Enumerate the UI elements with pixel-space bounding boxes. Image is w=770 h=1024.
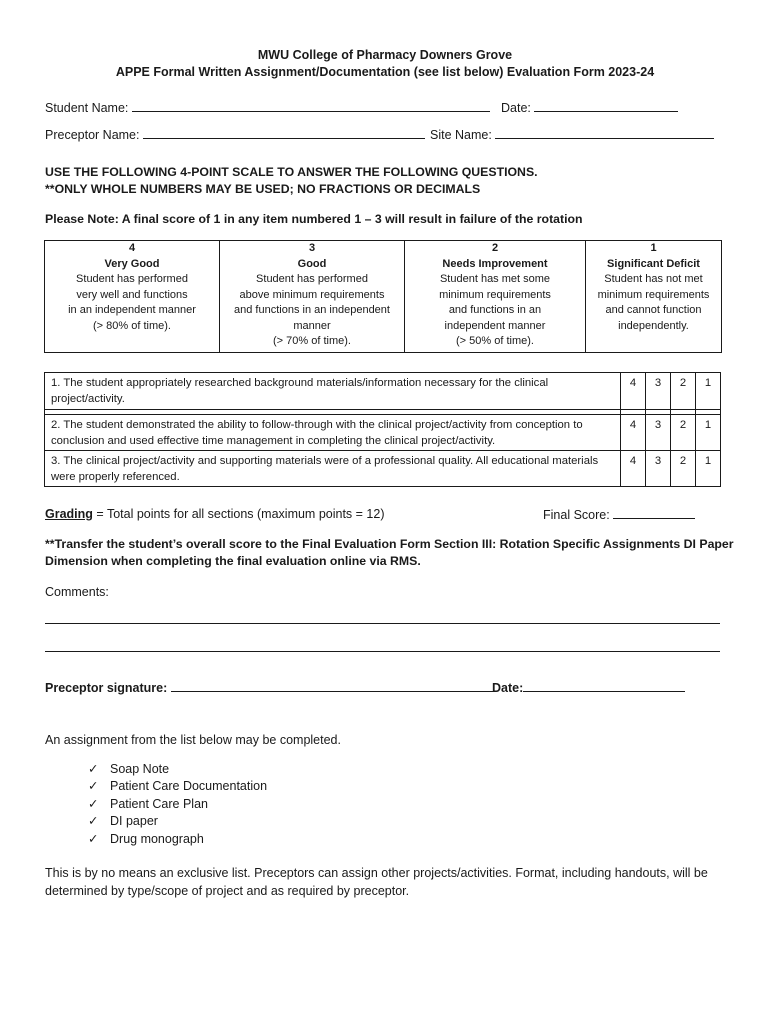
scale-column-4	[45, 241, 220, 353]
scale-label: Needs Improvement	[442, 257, 548, 270]
scale-desc: (> 50% of time).	[456, 335, 534, 347]
assignment-list	[88, 761, 267, 848]
scale-column-1	[586, 241, 722, 353]
form-subtitle: APPE Formal Written Assignment/Documentation (see list below) Evaluation Form 2023-24	[115, 65, 655, 79]
footer-line1: This is by no means an exclusive list. Preceptors can assign other projects/activities. Format, including handouts, will be	[45, 866, 708, 880]
assignment-intro: An assignment from the list below may be completed.	[45, 733, 341, 747]
item-text: 1. The student appropriately researched background materials/information necessary for the clinical project/activity.	[45, 373, 621, 410]
signature-field[interactable]	[171, 680, 495, 692]
rating-option-3[interactable]: 3	[646, 415, 671, 451]
list-item	[88, 761, 267, 778]
list-item	[88, 831, 267, 848]
scale-desc: minimum requirements	[597, 288, 710, 301]
rating-option-1[interactable]: 1	[696, 373, 721, 410]
footer-line2: determined by type/scope of project and as required by preceptor.	[45, 884, 410, 898]
preceptor-name-row	[45, 127, 425, 142]
rating-option-2[interactable]: 2	[671, 415, 696, 451]
scale-label: Very Good	[104, 257, 160, 270]
list-item-label: Patient Care Documentation	[110, 779, 268, 794]
evaluation-items-table	[44, 372, 721, 487]
rating-option-3[interactable]: 3	[646, 451, 671, 487]
scale-desc: in an independent manner	[68, 304, 196, 316]
scale-column-2	[405, 241, 586, 353]
preceptor-name-label: Preceptor Name:	[45, 128, 140, 142]
final-score-field[interactable]	[613, 507, 695, 519]
scale-value: 2	[491, 242, 499, 254]
comments-line-1[interactable]	[45, 611, 720, 624]
rating-scale-table	[44, 240, 722, 353]
scale-desc: and cannot function	[605, 304, 702, 316]
date-row	[501, 100, 678, 115]
final-score-row	[543, 507, 695, 522]
item-row	[45, 373, 721, 410]
scale-desc: independent manner	[444, 319, 546, 332]
signature-row	[45, 680, 495, 695]
date-field[interactable]	[534, 100, 678, 112]
checkmark-icon: ✓	[88, 796, 99, 811]
scale-desc: (> 80% of time).	[93, 319, 171, 332]
signature-date-row	[492, 680, 685, 695]
scale-value: 1	[650, 242, 657, 254]
scale-desc: Student has met some	[439, 273, 551, 285]
scale-desc: minimum requirements	[439, 288, 551, 301]
final-score-label: Final Score:	[543, 508, 610, 522]
preceptor-name-field[interactable]	[143, 127, 425, 139]
scale-value: 4	[128, 242, 136, 254]
checkmark-icon: ✓	[88, 831, 99, 846]
scale-desc: and functions in an independent	[234, 304, 390, 316]
list-item-label: DI paper	[110, 814, 158, 829]
scale-desc: above minimum requirements	[239, 288, 385, 301]
rating-option-4[interactable]: 4	[621, 373, 646, 410]
date-label: Date:	[501, 101, 531, 115]
signature-label: Preceptor signature:	[45, 681, 168, 695]
item-text: 3. The clinical project/activity and supporting materials were of a professional quality. All educational materials were properly referenced.	[45, 451, 621, 487]
list-item	[88, 778, 267, 795]
scale-desc: Student has not met	[604, 273, 703, 285]
instruction-scale: USE THE FOLLOWING 4-POINT SCALE TO ANSWER THE FOLLOWING QUESTIONS.	[45, 165, 538, 179]
scale-desc: (> 70% of time).	[273, 335, 351, 347]
rating-option-4[interactable]: 4	[621, 451, 646, 487]
rating-option-2[interactable]: 2	[671, 451, 696, 487]
rating-option-4[interactable]: 4	[621, 415, 646, 451]
instruction-whole-numbers: **ONLY WHOLE NUMBERS MAY BE USED; NO FRACTIONS OR DECIMALS	[45, 182, 481, 196]
list-item	[88, 796, 267, 813]
signature-date-label: Date:	[492, 681, 524, 695]
student-name-row	[45, 100, 490, 115]
comments-label: Comments:	[45, 585, 109, 599]
list-item-label: Soap Note	[110, 762, 170, 776]
scale-label: Significant Deficit	[607, 257, 700, 270]
scale-desc: independently.	[618, 319, 689, 332]
item-row	[45, 415, 721, 451]
form-title: MWU College of Pharmacy Downers Grove	[257, 48, 513, 62]
scale-desc: Student has performed	[256, 273, 368, 285]
transfer-note-line1: **Transfer the student’s overall score to the Final Evaluation Form Section III: Rotation Specific Assignments DI Paper	[45, 537, 734, 551]
checkmark-icon: ✓	[88, 762, 99, 776]
item-row	[45, 451, 721, 487]
transfer-note-line2: Dimension when completing the final evaluation online via RMS.	[45, 554, 421, 568]
signature-date-field[interactable]	[523, 680, 685, 692]
rating-option-3[interactable]: 3	[646, 373, 671, 410]
scale-label: Good	[297, 257, 327, 270]
scale-desc: manner	[293, 319, 331, 332]
grading-label: Grading	[45, 507, 93, 521]
site-name-row	[430, 127, 714, 142]
site-name-field[interactable]	[495, 127, 714, 139]
grading-text: = Total points for all sections (maximum points = 12)	[92, 507, 385, 521]
site-name-label: Site Name:	[430, 128, 492, 142]
list-item-label: Drug monograph	[110, 831, 204, 846]
rating-option-1[interactable]: 1	[696, 451, 721, 487]
checkmark-icon: ✓	[88, 814, 99, 829]
scale-desc: Student has performed	[76, 273, 188, 285]
scale-desc: and functions in an	[448, 304, 542, 316]
failure-note: Please Note: A final score of 1 in any item numbered 1 – 3 will result in failure of the rotation	[45, 212, 583, 226]
list-item	[88, 813, 267, 830]
rating-option-1[interactable]: 1	[696, 415, 721, 451]
rating-option-2[interactable]: 2	[671, 373, 696, 410]
student-name-label: Student Name:	[45, 101, 129, 115]
scale-value: 3	[308, 242, 316, 254]
scale-column-3	[220, 241, 405, 353]
checkmark-icon: ✓	[88, 779, 99, 794]
grading-line	[45, 507, 385, 521]
list-item-label: Patient Care Plan	[110, 796, 208, 811]
item-text: 2. The student demonstrated the ability to follow-through with the clinical project/activity from conception to conclusion and used effective time management in completing the clinical project/activity.	[45, 415, 621, 451]
comments-line-2[interactable]	[45, 639, 720, 652]
scale-desc: very well and functions	[76, 288, 188, 301]
student-name-field[interactable]	[132, 100, 490, 112]
